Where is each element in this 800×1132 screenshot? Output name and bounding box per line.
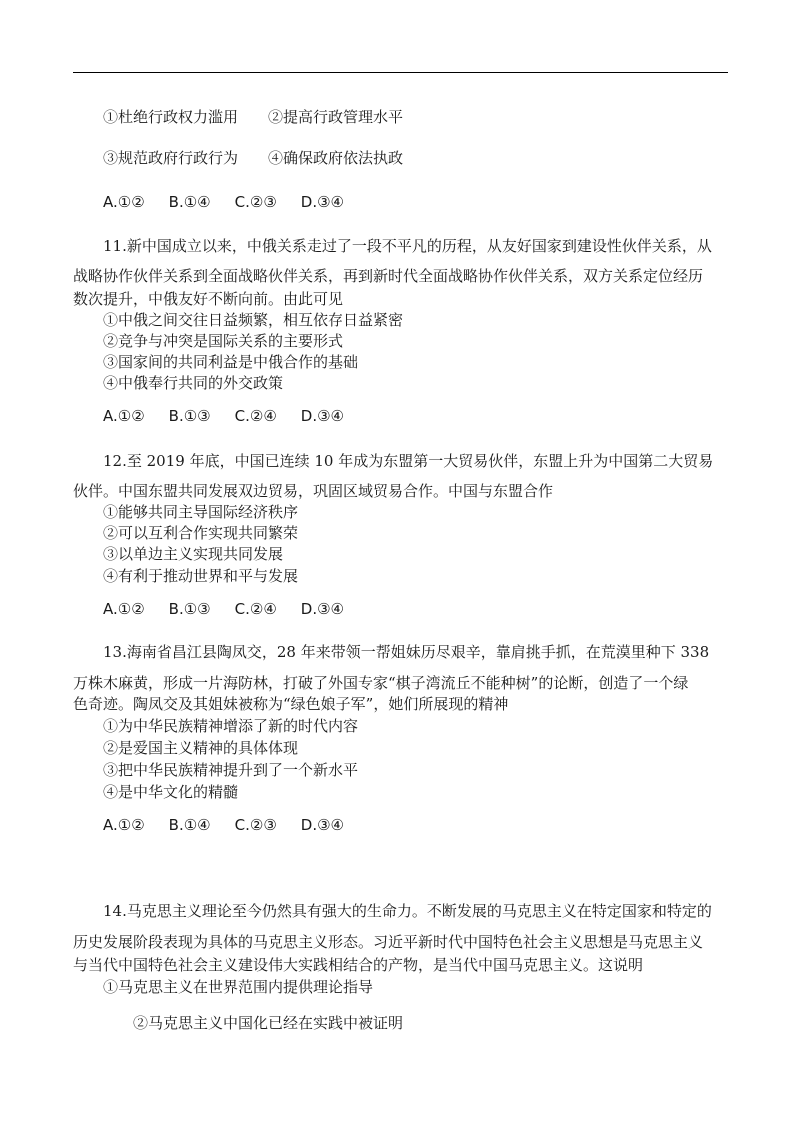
q10-answer-choices <box>103 192 368 212</box>
q14-stem-line-3: 与当代中国特色社会主义建设伟大实践相结合的产物，是当代中国马克思主义。这说明 <box>73 956 644 974</box>
answer-a: A.①② <box>103 193 145 211</box>
q11-stem-line-3: 数次提升，中俄友好不断向前。由此可见 <box>73 290 344 308</box>
answer-d: D.③④ <box>300 600 344 618</box>
answer-d: D.③④ <box>300 816 344 834</box>
q11-option-3: ③国家间的共同利益是中俄合作的基础 <box>103 353 359 371</box>
answer-c: C.②③ <box>234 193 277 211</box>
answer-b: B.①③ <box>168 600 211 618</box>
answer-a: A.①② <box>103 816 145 834</box>
q12-answer-choices <box>103 599 368 619</box>
q11-option-1: ①中俄之间交往日益频繁，相互依存日益紧密 <box>103 311 404 329</box>
q12-option-3: ③以单边主义实现共同发展 <box>103 545 284 563</box>
q11-stem-line-2: 战略协作伙伴关系到全面战略伙伴关系，再到新时代全面战略协作伙伴关系，双方关系定位经历 <box>73 267 704 285</box>
q14-option-2: ②马克思主义中国化已经在实践中被证明 <box>133 1014 404 1032</box>
q13-stem-line-2: 万株木麻黄，形成一片海防林，打破了外国专家“棋子湾流丘不能种树”的论断，创造了一个绿 <box>73 674 689 692</box>
q14-stem-line-1: 14.马克思主义理论至今仍然具有强大的生命力。不断发展的马克思主义在特定国家和特定的 <box>103 902 712 920</box>
answer-c: C.②④ <box>234 600 277 618</box>
answer-d: D.③④ <box>300 407 344 425</box>
header-rule <box>73 72 728 73</box>
q12-stem-line-1: 12.至 2019 年底，中国已连续 10 年成为东盟第一大贸易伙伴，东盟上升为中国第二大贸易 <box>103 452 714 470</box>
q13-option-4: ④是中华文化的精髓 <box>103 783 239 801</box>
answer-c: C.②③ <box>234 816 277 834</box>
q11-option-2: ②竞争与冲突是国际关系的主要形式 <box>103 332 344 350</box>
answer-b: B.①④ <box>168 816 211 834</box>
q10-options-1-2: ①杜绝行政权力滥用 ②提高行政管理水平 <box>103 108 404 126</box>
q13-stem-line-3: 色奇迹。陶凤交及其姐妹被称为“绿色娘子军”，她们所展现的精神 <box>73 695 509 713</box>
q12-option-1: ①能够共同主导国际经济秩序 <box>103 503 299 521</box>
q12-stem-line-2: 伙伴。中国东盟共同发展双边贸易，巩固区域贸易合作。中国与东盟合作 <box>73 482 554 500</box>
q11-option-4: ④中俄奉行共同的外交政策 <box>103 374 284 392</box>
q11-answer-choices <box>103 406 368 426</box>
q14-option-1: ①马克思主义在世界范围内提供理论指导 <box>103 978 374 996</box>
q10-options-3-4: ③规范政府行政行为 ④确保政府依法执政 <box>103 149 404 167</box>
answer-a: A.①② <box>103 600 145 618</box>
q12-option-2: ②可以互利合作实现共同繁荣 <box>103 524 299 542</box>
q14-stem-line-2: 历史发展阶段表现为具体的马克思主义形态。习近平新时代中国特色社会主义思想是马克思主义 <box>73 933 704 951</box>
answer-b: B.①④ <box>168 193 211 211</box>
q11-stem-line-1: 11.新中国成立以来，中俄关系走过了一段不平凡的历程，从友好国家到建设性伙伴关系，从 <box>103 237 712 255</box>
q13-option-2: ②是爱国主义精神的具体体现 <box>103 739 299 757</box>
answer-d: D.③④ <box>300 193 344 211</box>
answer-b: B.①③ <box>168 407 211 425</box>
q13-option-1: ①为中华民族精神增添了新的时代内容 <box>103 717 359 735</box>
q13-answer-choices <box>103 815 368 835</box>
answer-c: C.②④ <box>234 407 277 425</box>
q13-option-3: ③把中华民族精神提升到了一个新水平 <box>103 761 359 779</box>
q12-option-4: ④有利于推动世界和平与发展 <box>103 567 299 585</box>
q13-stem-line-1: 13.海南省昌江县陶凤交，28 年来带领一帮姐妹历尽艰辛，靠肩挑手抓，在荒漠里种下 338 <box>103 643 710 661</box>
answer-a: A.①② <box>103 407 145 425</box>
